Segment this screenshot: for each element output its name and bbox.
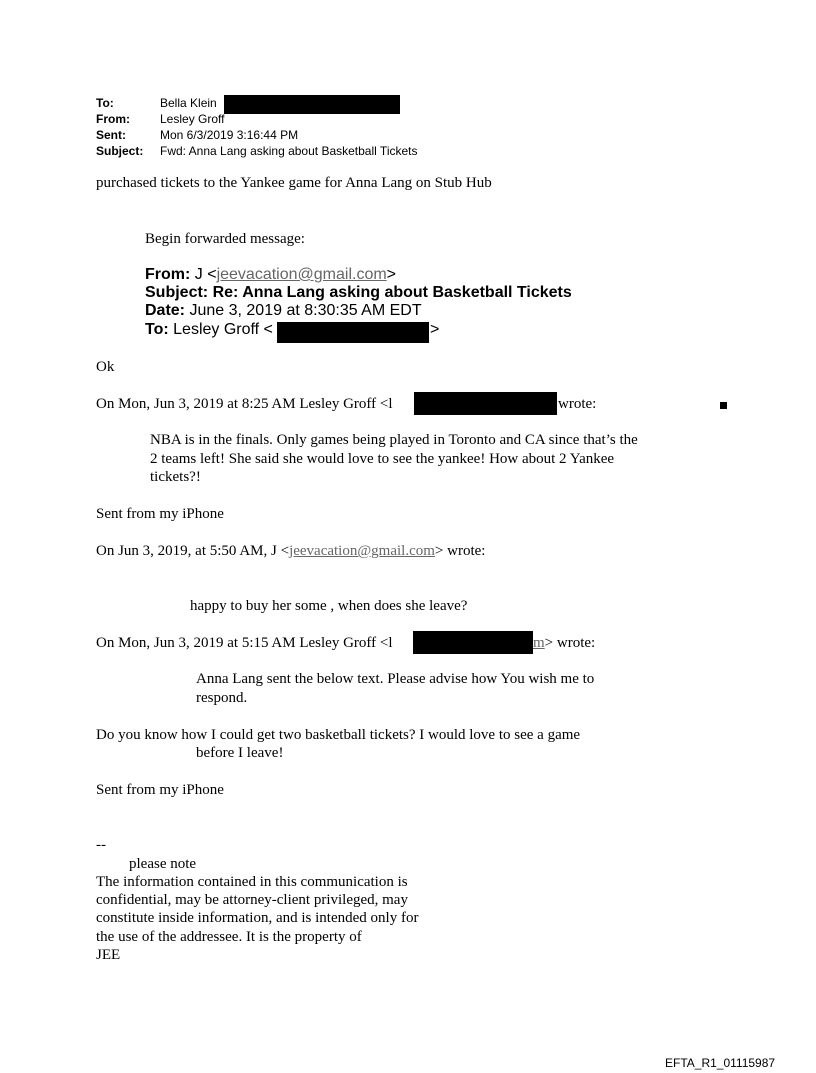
forward-to-value: Lesley Groff < (173, 321, 273, 338)
forward-begin: Begin forwarded message: (145, 231, 305, 247)
quote1-attribution: On Mon, Jun 3, 2019 at 8:25 AM Lesley Groff <l (96, 396, 393, 412)
sent-value: Mon 6/3/2019 3:16:44 PM (160, 128, 299, 142)
footer-line4: the use of the addressee. It is the property of (96, 929, 362, 945)
footer-dashes: -- (96, 837, 106, 853)
forward-date-line (145, 302, 422, 320)
forward-date-label: Date: (145, 302, 186, 319)
redaction-box (413, 631, 533, 654)
quote1-body-line3: tickets?! (150, 469, 201, 485)
quote3-body-line1: Anna Lang sent the below text. Please advise how You wish me to (196, 671, 595, 687)
redaction-box (224, 95, 400, 114)
subject-value: Fwd: Anna Lang asking about Basketball Tickets (160, 144, 418, 158)
document-id: EFTA_R1_01115987 (665, 1056, 776, 1070)
quote2-body: happy to buy her some , when does she leave? (190, 598, 468, 614)
quote1-attribution-end: wrote: (558, 396, 597, 412)
forward-date-value: June 3, 2019 at 8:30:35 AM EDT (189, 302, 422, 319)
footer-line5: JEE (96, 947, 121, 963)
quote3-question-line1: Do you know how I could get two basketball tickets? I would love to see a game (96, 727, 581, 743)
from-value: Lesley Groff (160, 112, 225, 126)
quote1-signature: Sent from my iPhone (96, 506, 224, 522)
quote2-email-link[interactable]: jeevacation@gmail.com (289, 543, 435, 559)
forward-subject-label: Subject: (145, 284, 209, 301)
reply-ok: Ok (96, 359, 115, 375)
redaction-box (414, 392, 557, 415)
quote3-attribution: On Mon, Jun 3, 2019 at 5:15 AM Lesley Groff <l (96, 635, 393, 651)
to-value: Bella Klein (160, 96, 217, 110)
quote2-attribution-start: On Jun 3, 2019, at 5:50 AM, J < (96, 543, 290, 559)
forward-from-email-link[interactable]: jeevacation@gmail.com (216, 266, 387, 283)
footer-please-note: please note (129, 856, 197, 872)
forward-to-label: To: (145, 321, 169, 338)
quote2-attribution-end: > wrote: (434, 543, 486, 559)
sent-label: Sent: (96, 128, 126, 142)
quote3-signature: Sent from my iPhone (96, 782, 224, 798)
quote1-body-line1: NBA is in the finals. Only games being played in Toronto and CA since that’s the (150, 432, 638, 448)
redaction-box (277, 322, 429, 343)
quote3-attribution-end: > wrote: (544, 635, 596, 651)
quote3-question-line2: before I leave! (196, 745, 284, 761)
forward-from-close: > (386, 266, 397, 283)
quote3-email-link[interactable]: m (533, 635, 545, 651)
forward-to-line (145, 321, 273, 339)
footer-line1: The information contained in this communication is (96, 874, 408, 890)
quote1-body-line2: 2 teams left! She said she would love to see the yankee! How about 2 Yankee (150, 451, 615, 467)
square-bullet-icon (720, 402, 727, 409)
forward-from-name: J < (194, 266, 217, 283)
quote3-attribution-tail (533, 635, 595, 652)
forward-subject-value: Re: Anna Lang asking about Basketball Tickets (212, 284, 572, 301)
forward-subject-line (145, 284, 572, 302)
footer-line3: constitute inside information, and is intended only for (96, 910, 419, 926)
subject-label: Subject: (96, 144, 144, 158)
intro-text: purchased tickets to the Yankee game for Anna Lang on Stub Hub (96, 175, 492, 191)
to-label: To: (96, 96, 114, 110)
footer-line2: confidential, may be attorney-client privileged, may (96, 892, 408, 908)
quote2-attribution (96, 543, 485, 560)
from-label: From: (96, 112, 130, 126)
forward-from-line (145, 266, 396, 284)
forward-to-close: > (430, 321, 440, 338)
forward-from-label: From: (145, 266, 191, 283)
quote3-body-line2: respond. (196, 690, 248, 706)
